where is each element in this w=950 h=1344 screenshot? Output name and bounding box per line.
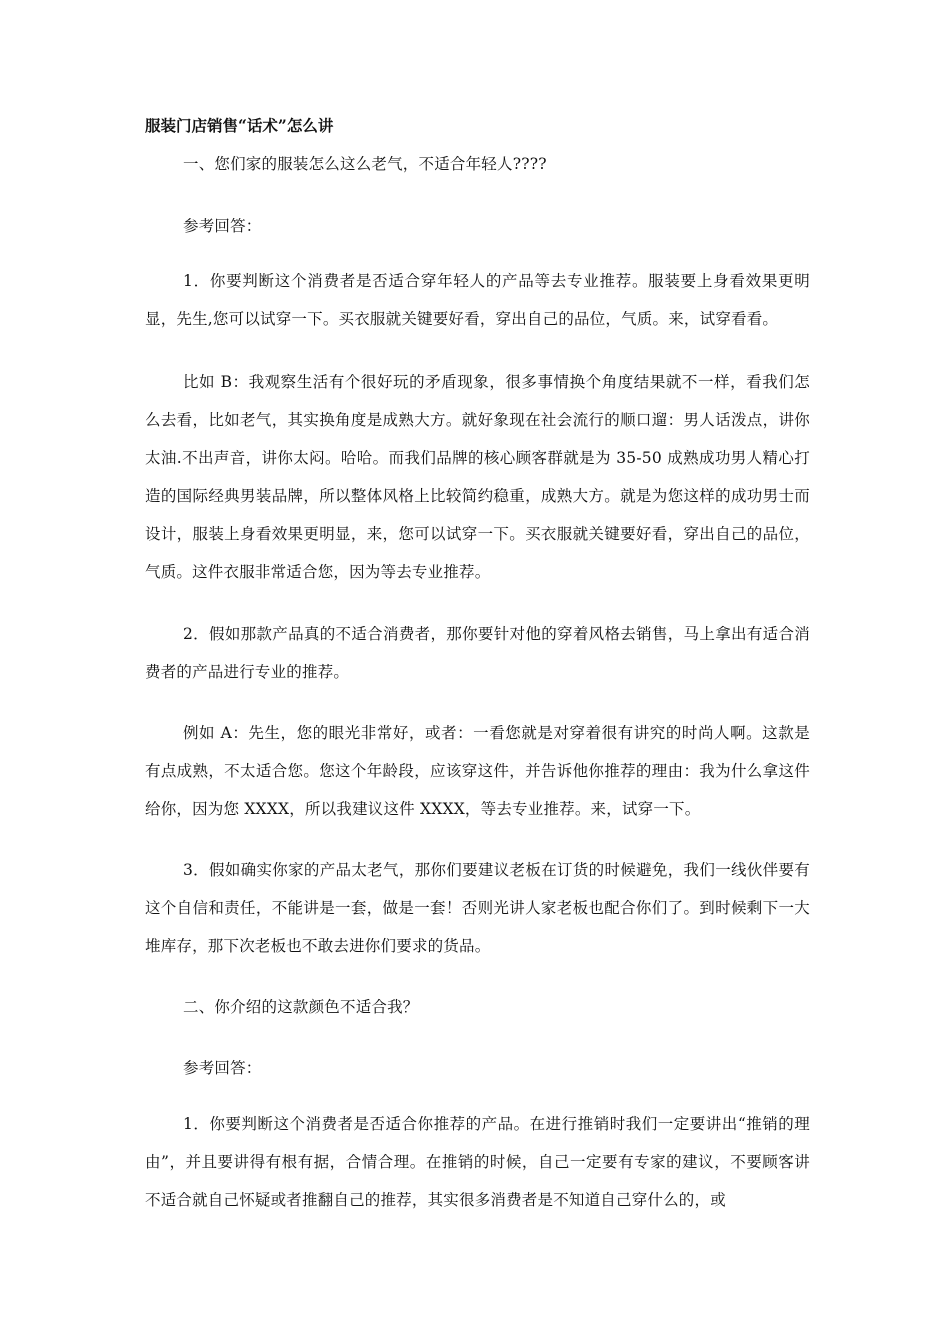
reference-answer-label-2: 参考回答： xyxy=(183,1059,262,1077)
paragraph-example-b: 比如 B：我观察生活有个很好玩的矛盾现象，很多事情换个角度结果就不一样，看我们怎么去看，比如老气，其实换角度是成熟大方。就好象现在社会流行的顺口遛：男人话泼点，讲你太油.不出声音，讲你太闷。哈哈。而我们品牌的核心顾客群就是为 35-50 成熟成功男人精心打造的国际经典男装品牌，所以整体风格上比较简约稳重，成熟大方。就是为您这样的成功男士而设计，服装上身看效果更明显，来，您可以试穿一下。买衣服就关键要好看，穿出自己的品位，气质。这件衣服非常适合您，因为等去专业推荐。 xyxy=(145,373,810,581)
paragraph-example-a: 例如 A：先生，您的眼光非常好，或者：一看您就是对穿着很有讲究的时尚人啊。这款是有点成熟，不太适合您。您这个年龄段，应该穿这件，并告诉他你推荐的理由：我为什么拿这件给你，因为您 XXXX，所以我建议这件 XXXX，等去专业推荐。来，试穿一下。 xyxy=(145,724,810,818)
paragraph-point-3: 3．假如确实你家的产品太老气，那你们要建议老板在订货的时候避免，我们一线伙伴要有这个自信和责任，不能讲是一套，做是一套！否则光讲人家老板也配合你们了。到时候剩下一大堆库存，那下次老板也不敢去进你们要求的货品。 xyxy=(145,861,810,955)
section-heading-2: 二、你介绍的这款颜色不适合我？ xyxy=(183,998,419,1016)
paragraph-point-2: 2．假如那款产品真的不适合消费者，那你要针对他的穿着风格去销售，马上拿出有适合消费者的产品进行专业的推荐。 xyxy=(145,625,810,681)
paragraph-point-1: 1．你要判断这个消费者是否适合穿年轻人的产品等去专业推荐。服装要上身看效果更明显，先生,您可以试穿一下。买衣服就关键要好看，穿出自己的品位，气质。来，试穿看看。 xyxy=(145,272,810,328)
document-title: 服装门店销售“话术”怎么讲 xyxy=(145,116,334,135)
reference-answer-label: 参考回答： xyxy=(183,217,262,235)
paragraph-color-point-1: 1．你要判断这个消费者是否适合你推荐的产品。在进行推销时我们一定要讲出“推销的理由”，并且要讲得有根有据，合情合理。在推销的时候，自己一定要有专家的建议，不要顾客讲不适合就自己怀疑或者推翻自己的推荐，其实很多消费者是不知道自己穿什么的，或 xyxy=(145,1115,810,1209)
section-heading-1: 一、您们家的服装怎么这么老气，不适合年轻人???? xyxy=(183,155,547,173)
